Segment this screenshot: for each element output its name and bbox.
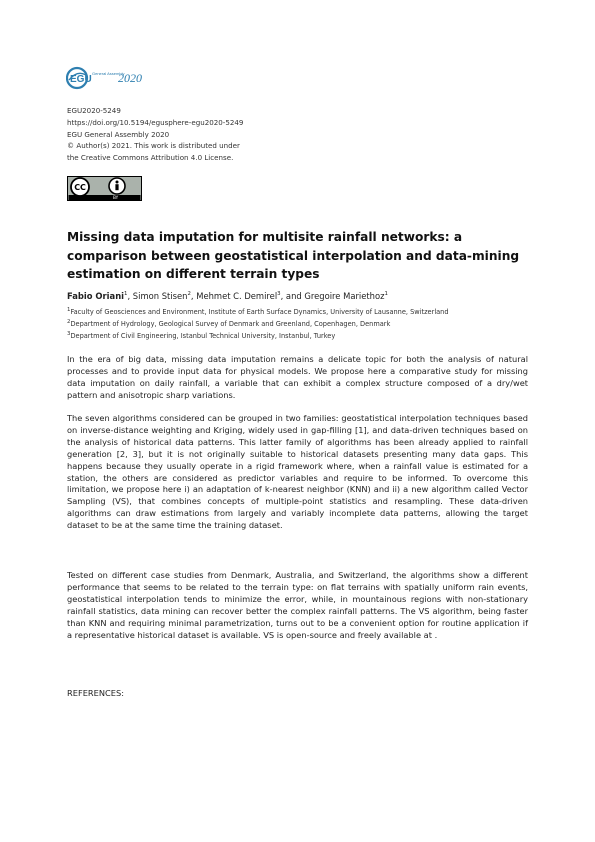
affiliation-item	[67, 306, 449, 318]
author-affiliation-index: 2	[187, 291, 191, 298]
abstract-paragraph: In the era of big data, missing data imputation remains a delicate topic for both the analysis of natural processes and to provide input data for physical models. We propose here a comparative study for missing data imputation on daily rainfall, a variable that can exhibit a complex structure composed of a dry/wet pattern and anisotropic sharp variations.	[67, 354, 528, 400]
doi-link[interactable]: https://doi.org/10.5194/egusphere-egu2020-5249	[67, 117, 244, 127]
affiliation-index: 2	[67, 319, 71, 326]
author-separator: , and	[280, 291, 305, 301]
author-name: Fabio Oriani	[67, 291, 125, 301]
references-heading: REFERENCES:	[67, 688, 125, 698]
logo-text: EGU	[70, 74, 92, 85]
abstract-paragraph: Tested on different case studies from Denmark, Australia, and Switzerland, the algorithms show a different performance that seems to be related to the terrain type: on flat terrains with spatially uniform rain events, geostatistical interpolation tends to minimize the error, while, in mountainous regions with non-stationary rainfall statistics, data mining can recover better the complex rainfall patterns. The VS algorithm, being faster than KNN and requiring minimal parametrization, turns out to be a convenient option for routine application if a representative historical dataset is available. VS is open-source and freely available at .	[67, 570, 528, 640]
cc-by-license-icon[interactable]	[67, 176, 142, 201]
affiliation-index: 3	[67, 331, 71, 338]
author-name: Mehmet C. Demirel	[196, 291, 278, 301]
logo-year: 2020	[118, 71, 142, 85]
affiliation-text: Department of Civil Engineering, Istanbul Technical University, Instanbul, Turkey	[70, 332, 336, 341]
abstract-paragraph: The seven algorithms considered can be grouped in two families: geostatistical interpolation techniques based on inverse-distance weighting and Kriging, widely used in gap-filling [1], and data-driven techniques based on the analysis of historical data patterns. This latter family of algorithms has been already applied to rainfall generation [2, 3], but it is not originally suitable to historical datasets presenting many data gaps. This happens because they usually operate in a rigid framework where, when a rainfall value is estimated for a station, the others are considered as predictor variables and require to be informed. To overcome this limitation, we propose here i) an adaptation of k-nearest neighbor (KNN) and ii) a new algorithm called Vector Sampling (VS), that combines concepts of multiple-point statistics and resampling. These data-driven algorithms can draw estimations from largely and variably incomplete data patterns, allowing the target dataset to be at the same time the training dataset.	[67, 413, 528, 531]
author-separator: ,	[190, 291, 197, 301]
author-list	[67, 291, 388, 301]
metadata-block	[67, 105, 243, 164]
affiliation-index: 1	[67, 306, 71, 313]
author-name: Simon Stisen	[132, 291, 188, 301]
egu-logo-icon	[66, 66, 156, 90]
license-line: the Creative Commons Attribution 4.0 License.	[67, 153, 234, 163]
author-separator: ,	[127, 291, 133, 301]
author-affiliation-index: 3	[277, 291, 281, 298]
affiliation-text: Department of Hydrology, Geological Survey of Denmark and Greenland, Copenhagen, Denmark	[70, 320, 391, 329]
abstract-id: EGU2020-5249	[67, 106, 121, 115]
copyright-line: © Author(s) 2021. This work is distributed under	[67, 141, 240, 151]
affiliation-list	[67, 306, 449, 343]
affiliation-item	[67, 330, 449, 342]
affiliation-text: Faculty of Geosciences and Environment, Institute of Earth Surface Dynamics, University of Lausanne, Switzerland	[70, 308, 449, 316]
logo-subtitle: General Assembly	[92, 71, 125, 76]
paper-title: Missing data imputation for multisite rainfall networks: a comparison between geostatistical interpolation and data-mining estimation on different terrain types	[67, 230, 520, 282]
author-name: Gregoire Mariethoz	[304, 291, 385, 301]
author-affiliation-index: 1	[124, 291, 128, 298]
by-text: BY	[113, 195, 119, 201]
author-affiliation-index: 1	[384, 291, 388, 298]
cc-text: CC	[74, 183, 86, 193]
affiliation-item	[67, 318, 449, 330]
conference-name: EGU General Assembly 2020	[67, 129, 170, 139]
